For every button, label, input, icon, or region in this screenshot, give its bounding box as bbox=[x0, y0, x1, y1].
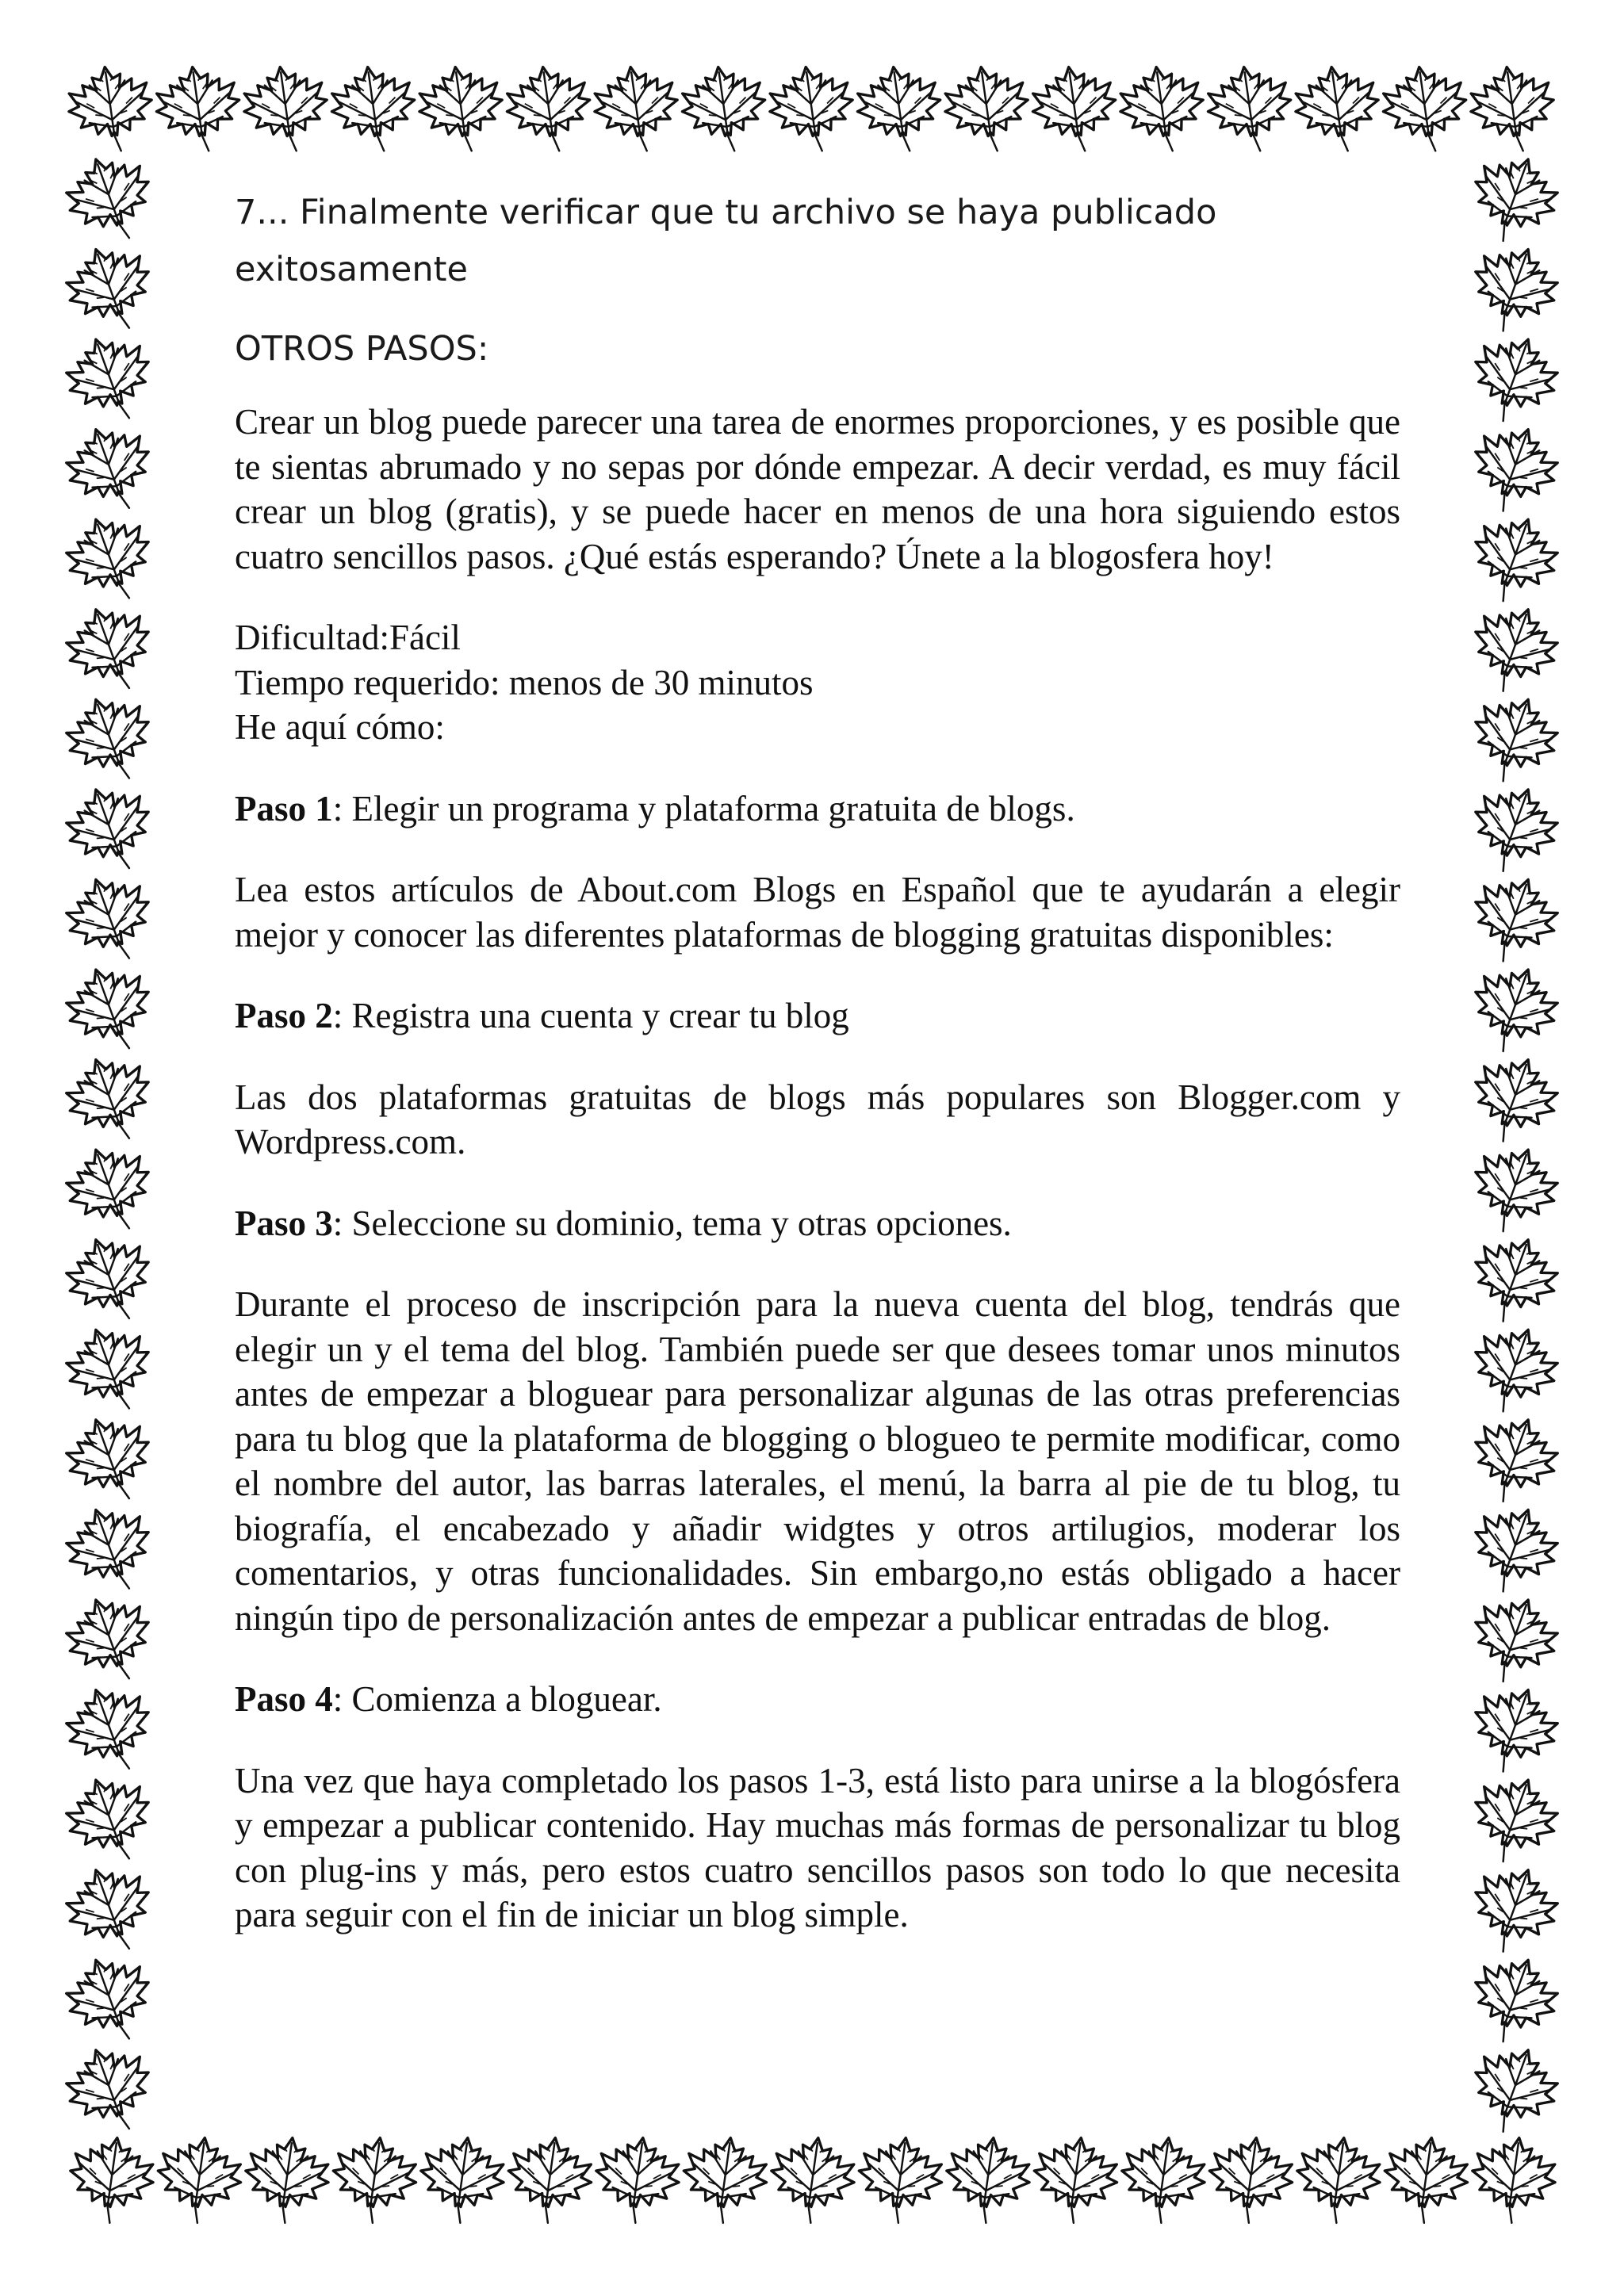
step-3-text: Durante el proceso de inscripción para la nueva cuenta del blog, tendrás que elegir un y el tema del blog. También puede ser que desees tomar unos minutos antes de empezar a bloguear para personalizar algunas de las otras preferencias para tu blog que la plataforma de blogging o blogueo te permite modificar, como el nombre del autor, las barras laterales, el menú, la barra al pie de tu blog, tu biografía, el encabezado y añadir widgtes y otros artilugios, moderar los comentarios, y otras funcionalidades. Sin embargo,no estás obligado a hacer ningún tipo de personalización antes de empezar a publicar entradas de blog. bbox=[235, 1284, 1400, 1638]
step-4-text: Una vez que haya completado los pasos 1-3, está listo para unirse a la blogósfera y empezar a publicar contenido. Hay muchas más formas de personalizar tu blog con plug-ins y más, pero estos cuatro sencillos pasos son todo lo que necesita para seguir con el fin de iniciar un blog simple. bbox=[235, 1760, 1400, 1934]
maple-leaf-icon bbox=[1465, 61, 1560, 157]
maple-leaf-icon bbox=[940, 61, 1034, 157]
maple-leaf-icon bbox=[56, 1766, 164, 1874]
maple-leaf-icon bbox=[764, 61, 859, 157]
maple-leaf-icon bbox=[56, 415, 164, 524]
maple-leaf-icon bbox=[1028, 2132, 1122, 2228]
maple-leaf-icon bbox=[56, 595, 164, 704]
maple-leaf-icon bbox=[151, 2132, 246, 2228]
maple-leaf-icon bbox=[239, 61, 333, 157]
maple-leaf-icon bbox=[590, 2132, 684, 2228]
maple-leaf-icon bbox=[327, 2132, 421, 2228]
maple-leaf-icon bbox=[502, 2132, 596, 2228]
maple-leaf-icon bbox=[1028, 61, 1122, 157]
maple-leaf-icon bbox=[1460, 775, 1568, 884]
maple-leaf-icon bbox=[1460, 235, 1568, 344]
maple-leaf-icon bbox=[56, 1495, 164, 1604]
maple-leaf-icon bbox=[852, 2132, 947, 2228]
maple-leaf-icon bbox=[677, 2132, 772, 2228]
leaf-border-right bbox=[1460, 145, 1568, 2145]
meta-time: Tiempo requerido: menos de 30 minutos bbox=[235, 662, 814, 702]
maple-leaf-icon bbox=[1460, 955, 1568, 1064]
maple-leaf-icon bbox=[56, 1856, 164, 1965]
maple-leaf-icon bbox=[502, 61, 596, 157]
maple-leaf-icon bbox=[1460, 505, 1568, 614]
maple-leaf-icon bbox=[56, 235, 164, 344]
maple-leaf-icon bbox=[56, 1946, 164, 2054]
step-3-title bbox=[235, 1201, 1400, 1246]
maple-leaf-icon bbox=[1466, 2132, 1561, 2228]
maple-leaf-icon bbox=[1291, 2132, 1385, 2228]
step-4-title bbox=[235, 1677, 1400, 1722]
maple-leaf-icon bbox=[1460, 685, 1568, 794]
maple-leaf-icon bbox=[1460, 1586, 1568, 1694]
maple-leaf-icon bbox=[1290, 61, 1385, 157]
maple-leaf-icon bbox=[327, 61, 421, 157]
step-3-heading: : Seleccione su dominio, tema y otras opciones. bbox=[332, 1203, 1012, 1243]
maple-leaf-icon bbox=[589, 61, 684, 157]
step-4-heading: : Comienza a bloguear. bbox=[332, 1679, 662, 1719]
meta-howto: He aquí cómo: bbox=[235, 707, 445, 747]
step-4-label: Paso 4 bbox=[235, 1679, 333, 1719]
maple-leaf-icon bbox=[56, 1046, 164, 1154]
step-1-title bbox=[235, 786, 1400, 832]
maple-leaf-icon bbox=[64, 2132, 159, 2228]
maple-leaf-icon bbox=[1460, 1406, 1568, 1514]
step-1-heading: : Elegir un programa y plataforma gratuita de blogs. bbox=[332, 788, 1075, 828]
maple-leaf-icon bbox=[1460, 1856, 1568, 1965]
maple-leaf-icon bbox=[1378, 61, 1473, 157]
step-2-label: Paso 2 bbox=[235, 996, 333, 1035]
maple-leaf-icon bbox=[1460, 1046, 1568, 1154]
leaf-border-bottom bbox=[64, 2132, 1561, 2228]
maple-leaf-icon bbox=[1460, 1315, 1568, 1424]
maple-leaf-icon bbox=[414, 61, 508, 157]
meta-info bbox=[235, 615, 1400, 750]
maple-leaf-icon bbox=[1460, 415, 1568, 524]
maple-leaf-icon bbox=[56, 1135, 164, 1244]
maple-leaf-icon bbox=[1460, 1495, 1568, 1604]
maple-leaf-icon bbox=[56, 685, 164, 794]
maple-leaf-icon bbox=[63, 61, 158, 157]
maple-leaf-icon bbox=[1460, 595, 1568, 704]
maple-leaf-icon bbox=[56, 1676, 164, 1785]
maple-leaf-icon bbox=[1460, 1676, 1568, 1785]
maple-leaf-icon bbox=[1460, 1766, 1568, 1874]
maple-leaf-icon bbox=[1115, 61, 1209, 157]
maple-leaf-icon bbox=[1378, 2132, 1473, 2228]
maple-leaf-icon bbox=[1460, 145, 1568, 254]
leaf-border-top bbox=[63, 61, 1560, 157]
maple-leaf-icon bbox=[852, 61, 947, 157]
step-2-title bbox=[235, 993, 1400, 1039]
intro-paragraph: Crear un blog puede parecer una tarea de enormes proporciones, y es posible que te sientas abrumado y no sepas por dónde empezar. A decir verdad, es muy fácil crear un blog (gratis), y se puede hacer en menos de una hora siguiendo estos cuatro sencillos pasos. ¿Qué estás esperando? Únete a la blogosfera hoy! bbox=[235, 402, 1400, 576]
step-1-label: Paso 1 bbox=[235, 788, 333, 828]
maple-leaf-icon bbox=[56, 325, 164, 434]
maple-leaf-icon bbox=[56, 145, 164, 254]
maple-leaf-icon bbox=[56, 1586, 164, 1694]
maple-leaf-icon bbox=[1460, 1135, 1568, 1244]
maple-leaf-icon bbox=[56, 1406, 164, 1514]
maple-leaf-icon bbox=[56, 955, 164, 1064]
leaf-border-left bbox=[56, 145, 164, 2145]
heading-otros-pasos: OTROS PASOS: bbox=[235, 329, 489, 369]
maple-leaf-icon bbox=[677, 61, 772, 157]
maple-leaf-icon bbox=[56, 2036, 164, 2145]
maple-leaf-icon bbox=[1460, 1226, 1568, 1334]
maple-leaf-icon bbox=[1203, 61, 1297, 157]
maple-leaf-icon bbox=[765, 2132, 860, 2228]
maple-leaf-icon bbox=[1116, 2132, 1210, 2228]
step-2-heading: : Registra una cuenta y crear tu blog bbox=[332, 996, 849, 1035]
maple-leaf-icon bbox=[56, 505, 164, 614]
heading-step-7: 7... Finalmente verificar que tu archivo se haya publicado exitosamente bbox=[235, 193, 1217, 289]
maple-leaf-icon bbox=[1203, 2132, 1297, 2228]
maple-leaf-icon bbox=[151, 61, 246, 157]
maple-leaf-icon bbox=[1460, 2036, 1568, 2145]
meta-difficulty: Dificultad:Fácil bbox=[235, 618, 461, 657]
step-1-text: Lea estos artículos de About.com Blogs en Español que te ayudarán a elegir mejor y conocer las diferentes plataformas de blogging gratuitas disponibles: bbox=[235, 870, 1400, 955]
maple-leaf-icon bbox=[239, 2132, 334, 2228]
maple-leaf-icon bbox=[56, 865, 164, 974]
maple-leaf-icon bbox=[1460, 1946, 1568, 2054]
maple-leaf-icon bbox=[56, 775, 164, 884]
maple-leaf-icon bbox=[56, 1315, 164, 1424]
maple-leaf-icon bbox=[1460, 325, 1568, 434]
step-3-label: Paso 3 bbox=[235, 1203, 333, 1243]
maple-leaf-icon bbox=[1460, 865, 1568, 974]
step-2-text: Las dos plataformas gratuitas de blogs más populares son Blogger.com y Wordpress.com. bbox=[235, 1077, 1400, 1161]
document-body bbox=[235, 184, 1400, 1938]
maple-leaf-icon bbox=[415, 2132, 509, 2228]
maple-leaf-icon bbox=[56, 1226, 164, 1334]
maple-leaf-icon bbox=[940, 2132, 1035, 2228]
